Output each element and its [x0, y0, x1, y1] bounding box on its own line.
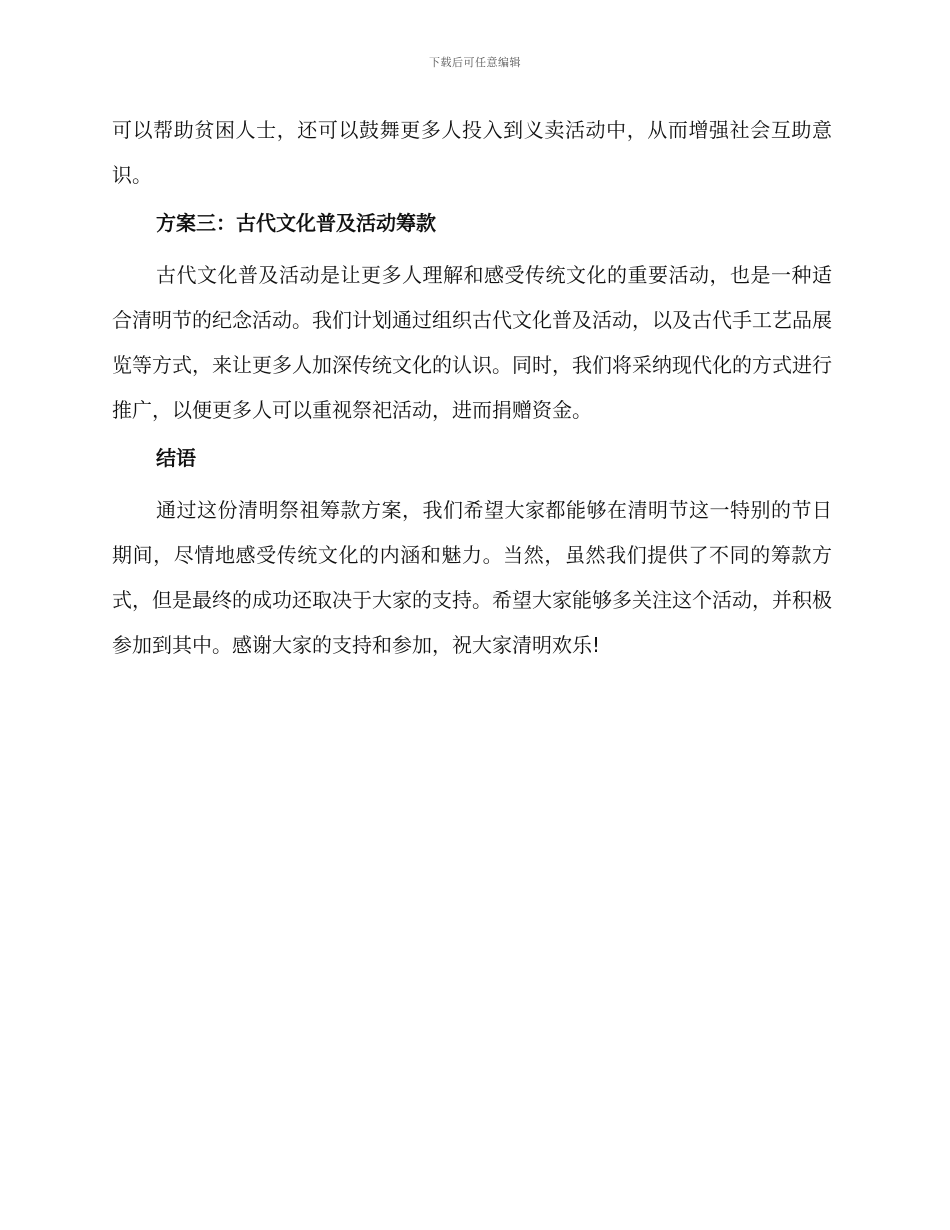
paragraph-plan-three: 古代文化普及活动是让更多人理解和感受传统文化的重要活动，也是一种适合清明节的纪念活动。我们计划通过组织古代文化普及活动，以及古代手工艺品展览等方式，来让更多人加深传统文化的认识。同时，我们将采纳现代化的方式进行推广，以便更多人可以重视祭祀活动，进而捐赠资金。 — [112, 263, 832, 422]
paragraph-continuation: 可以帮助贫困人士，还可以鼓舞更多人投入到义卖活动中，从而增强社会互助意识。 — [112, 118, 832, 187]
section-heading-plan-three: 方案三：古代文化普及活动筹款 — [156, 211, 436, 235]
document-body — [112, 108, 832, 668]
paragraph-conclusion: 通过这份清明祭祖筹款方案，我们希望大家都能够在清明节这一特别的节日期间，尽情地感受传统文化的内涵和魅力。当然，虽然我们提供了不同的筹款方式，但是最终的成功还取决于大家的支持。希望大家能够多关注这个活动，并积极参加到其中。感谢大家的支持和参加，祝大家清明欢乐! — [112, 498, 832, 657]
section-heading-conclusion: 结语 — [156, 446, 196, 470]
header-note: 下载后可任意编辑 — [429, 56, 521, 69]
